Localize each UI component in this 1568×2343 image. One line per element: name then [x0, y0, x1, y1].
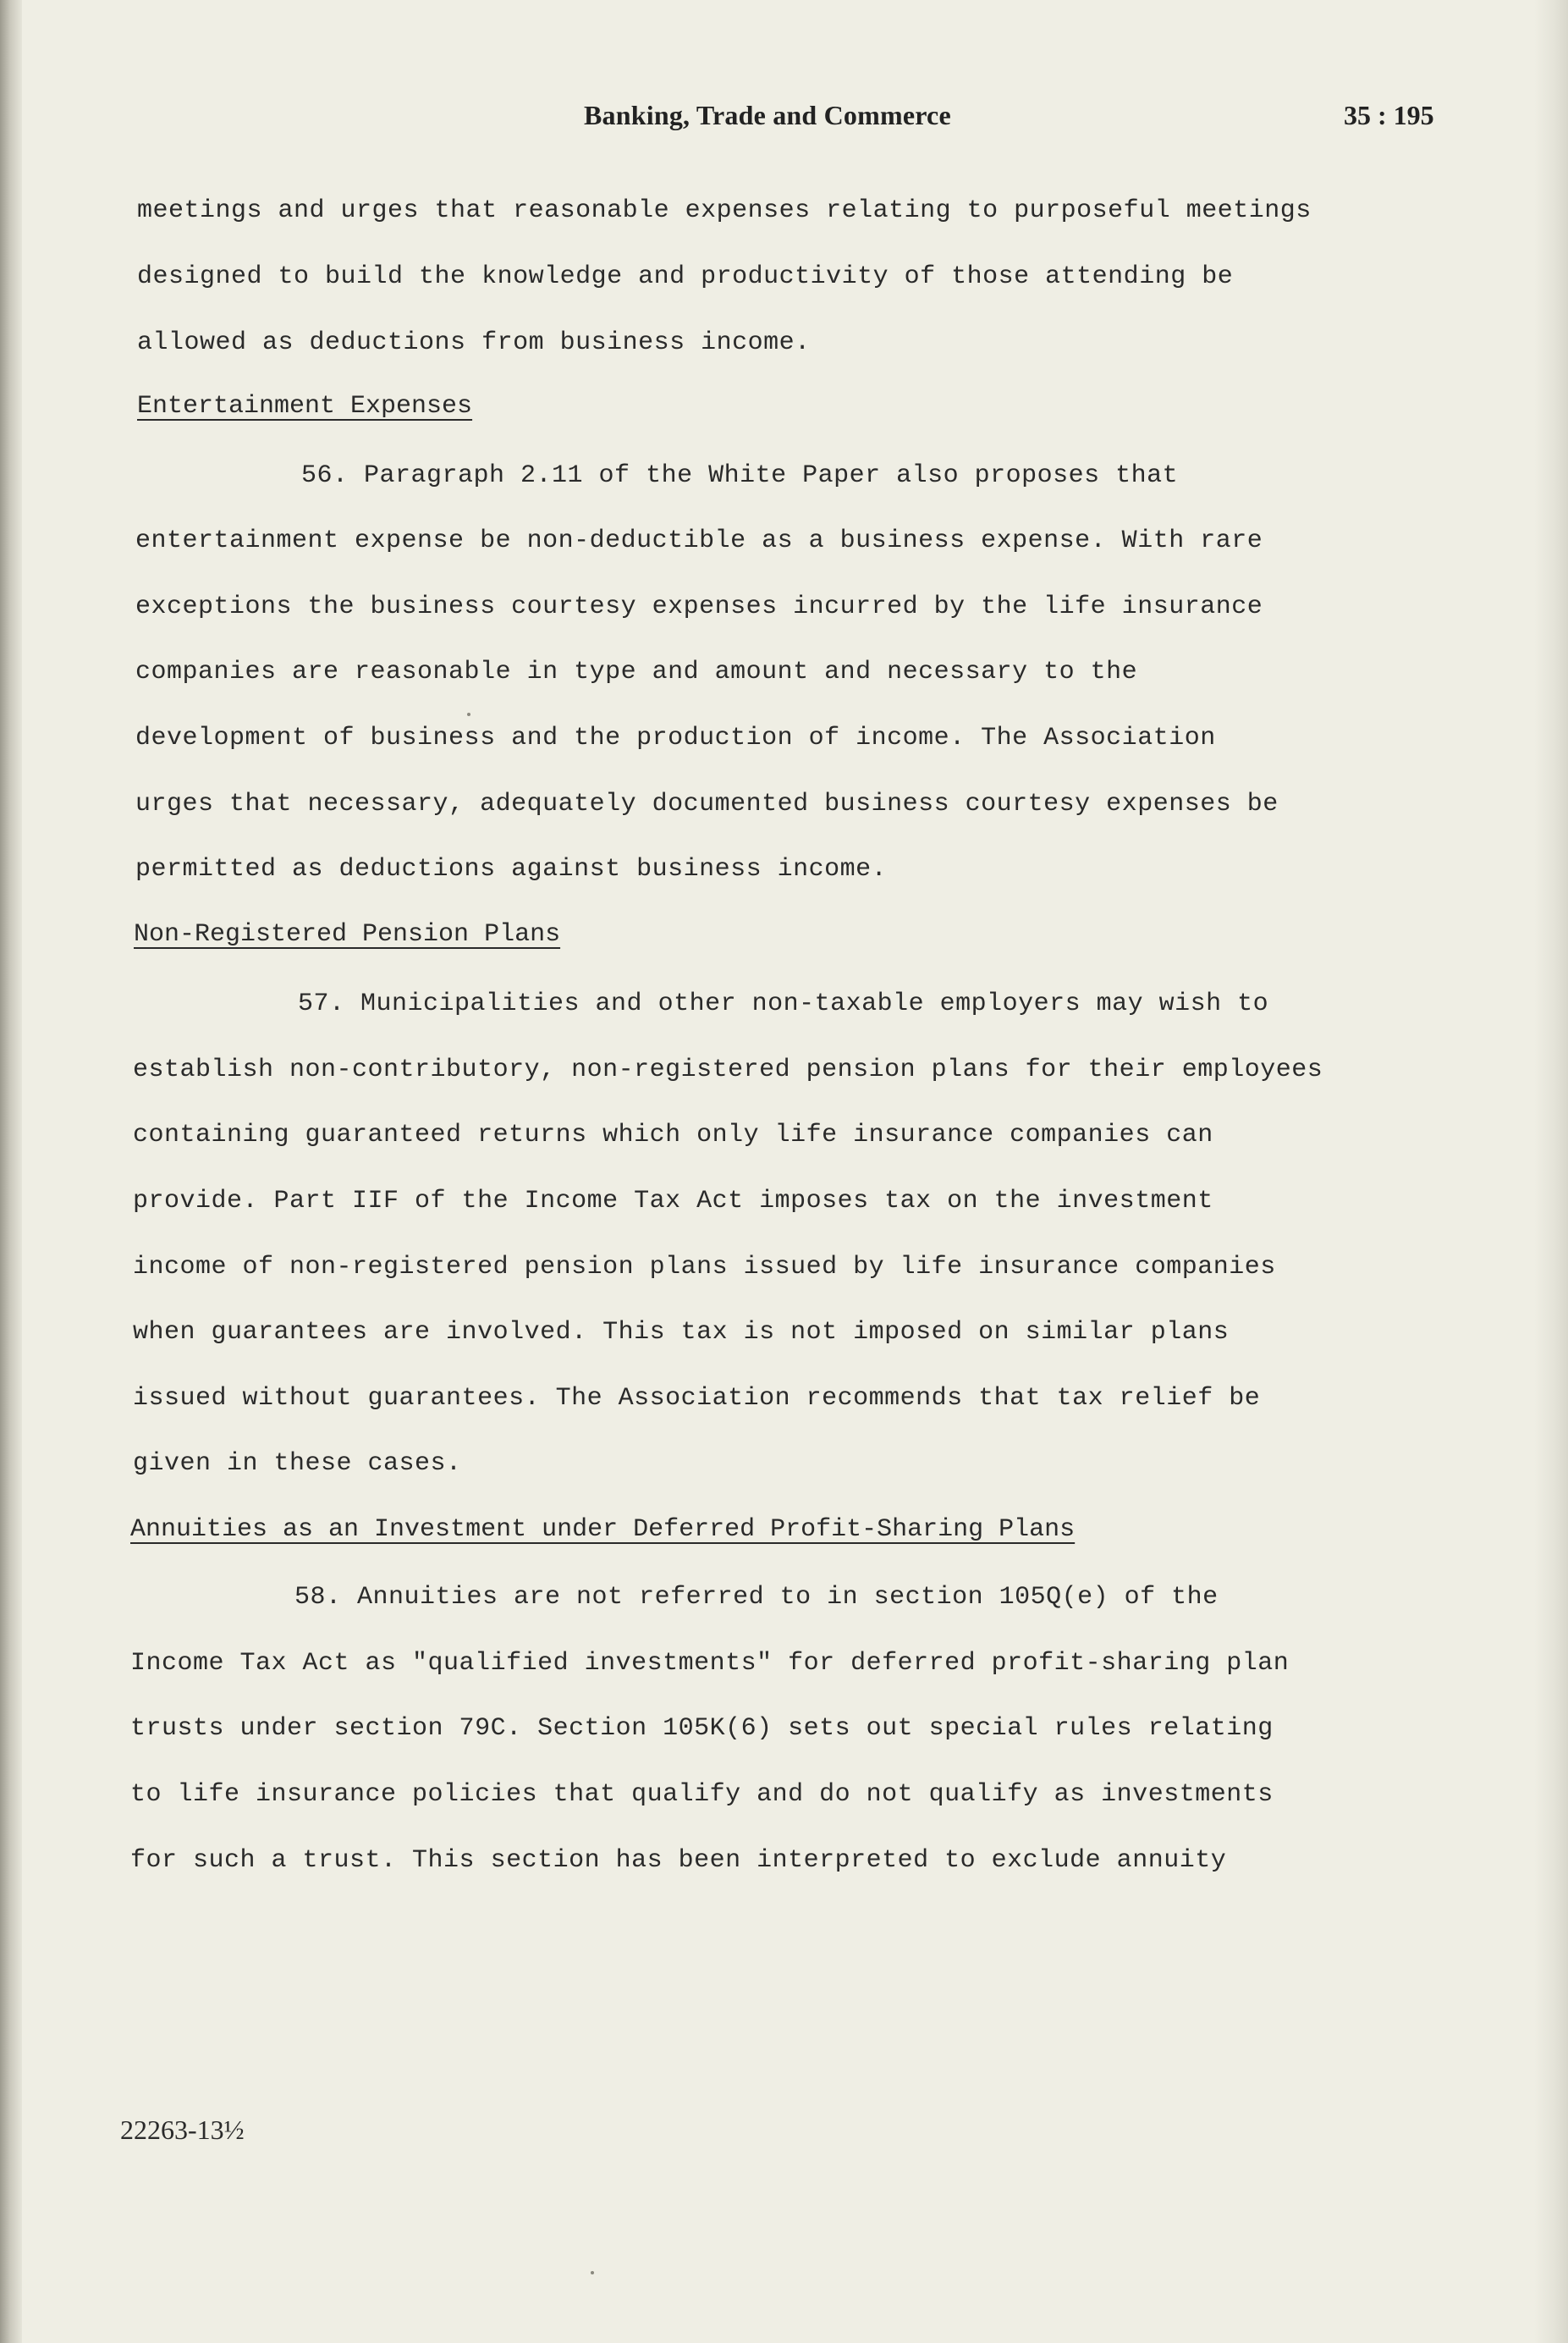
paragraph-57-line: given in these cases.: [133, 1449, 462, 1478]
binding-gutter: [0, 0, 22, 2343]
paragraph-58-line: for such a trust. This section has been interpreted to exclude annuity: [130, 1846, 1227, 1875]
paragraph-57-line: issued without guarantees. The Association recommends that tax relief be: [133, 1384, 1261, 1413]
paragraph-57-line: income of non-registered pension plans issued by life insurance companies: [133, 1253, 1276, 1282]
body-line: designed to build the knowledge and productivity of those attending be: [137, 262, 1234, 291]
paragraph-57-line: when guarantees are involved. This tax is not imposed on similar plans: [133, 1318, 1230, 1347]
section-heading-annuities: Annuities as an Investment under Deferred Profit-Sharing Plans: [130, 1515, 1076, 1544]
paragraph-56-line: 56. Paragraph 2.11 of the White Paper also proposes that: [301, 461, 1179, 490]
paragraph-57-line: containing guaranteed returns which only life insurance companies can: [133, 1121, 1213, 1149]
paragraph-56-line: development of business and the production of income. The Association: [135, 724, 1216, 753]
section-heading-pension: Non-Registered Pension Plans: [134, 920, 561, 949]
body-line: allowed as deductions from business income.: [137, 328, 811, 357]
running-header-title: Banking, Trade and Commerce: [584, 100, 951, 130]
print-code-footer: 22263-13½: [120, 2114, 245, 2145]
paragraph-56-line: companies are reasonable in type and amount and necessary to the: [135, 658, 1138, 686]
paragraph-57-line: 57. Municipalities and other non-taxable employers may wish to: [298, 990, 1269, 1018]
paragraph-57-line: establish non-contributory, non-registered pension plans for their employees: [133, 1056, 1323, 1084]
paper-speck: [591, 2271, 594, 2274]
paragraph-56-line: urges that necessary, adequately documented business courtesy expenses be: [135, 790, 1279, 819]
page-number: 35 : 195: [1344, 100, 1434, 130]
page-edge: [1534, 0, 1568, 2343]
paper-speck: [467, 713, 470, 716]
paragraph-56-line: entertainment expense be non-deductible as a business expense. With rare: [135, 526, 1263, 555]
body-line: meetings and urges that reasonable expenses relating to purposeful meetings: [137, 196, 1312, 225]
paragraph-58-line: Income Tax Act as "qualified investments" for deferred profit-sharing plan: [130, 1649, 1290, 1678]
section-heading-entertainment: Entertainment Expenses: [137, 392, 473, 421]
paragraph-57-line: provide. Part IIF of the Income Tax Act imposes tax on the investment: [133, 1187, 1213, 1216]
paragraph-56-line: exceptions the business courtesy expenses incurred by the life insurance: [135, 593, 1263, 621]
paragraph-58-line: 58. Annuities are not referred to in section 105Q(e) of the: [294, 1583, 1219, 1612]
paragraph-56-line: permitted as deductions against business income.: [135, 855, 888, 884]
paragraph-58-line: to life insurance policies that qualify and do not qualify as investments: [130, 1780, 1274, 1809]
paragraph-58-line: trusts under section 79C. Section 105K(6) sets out special rules relating: [130, 1714, 1274, 1743]
